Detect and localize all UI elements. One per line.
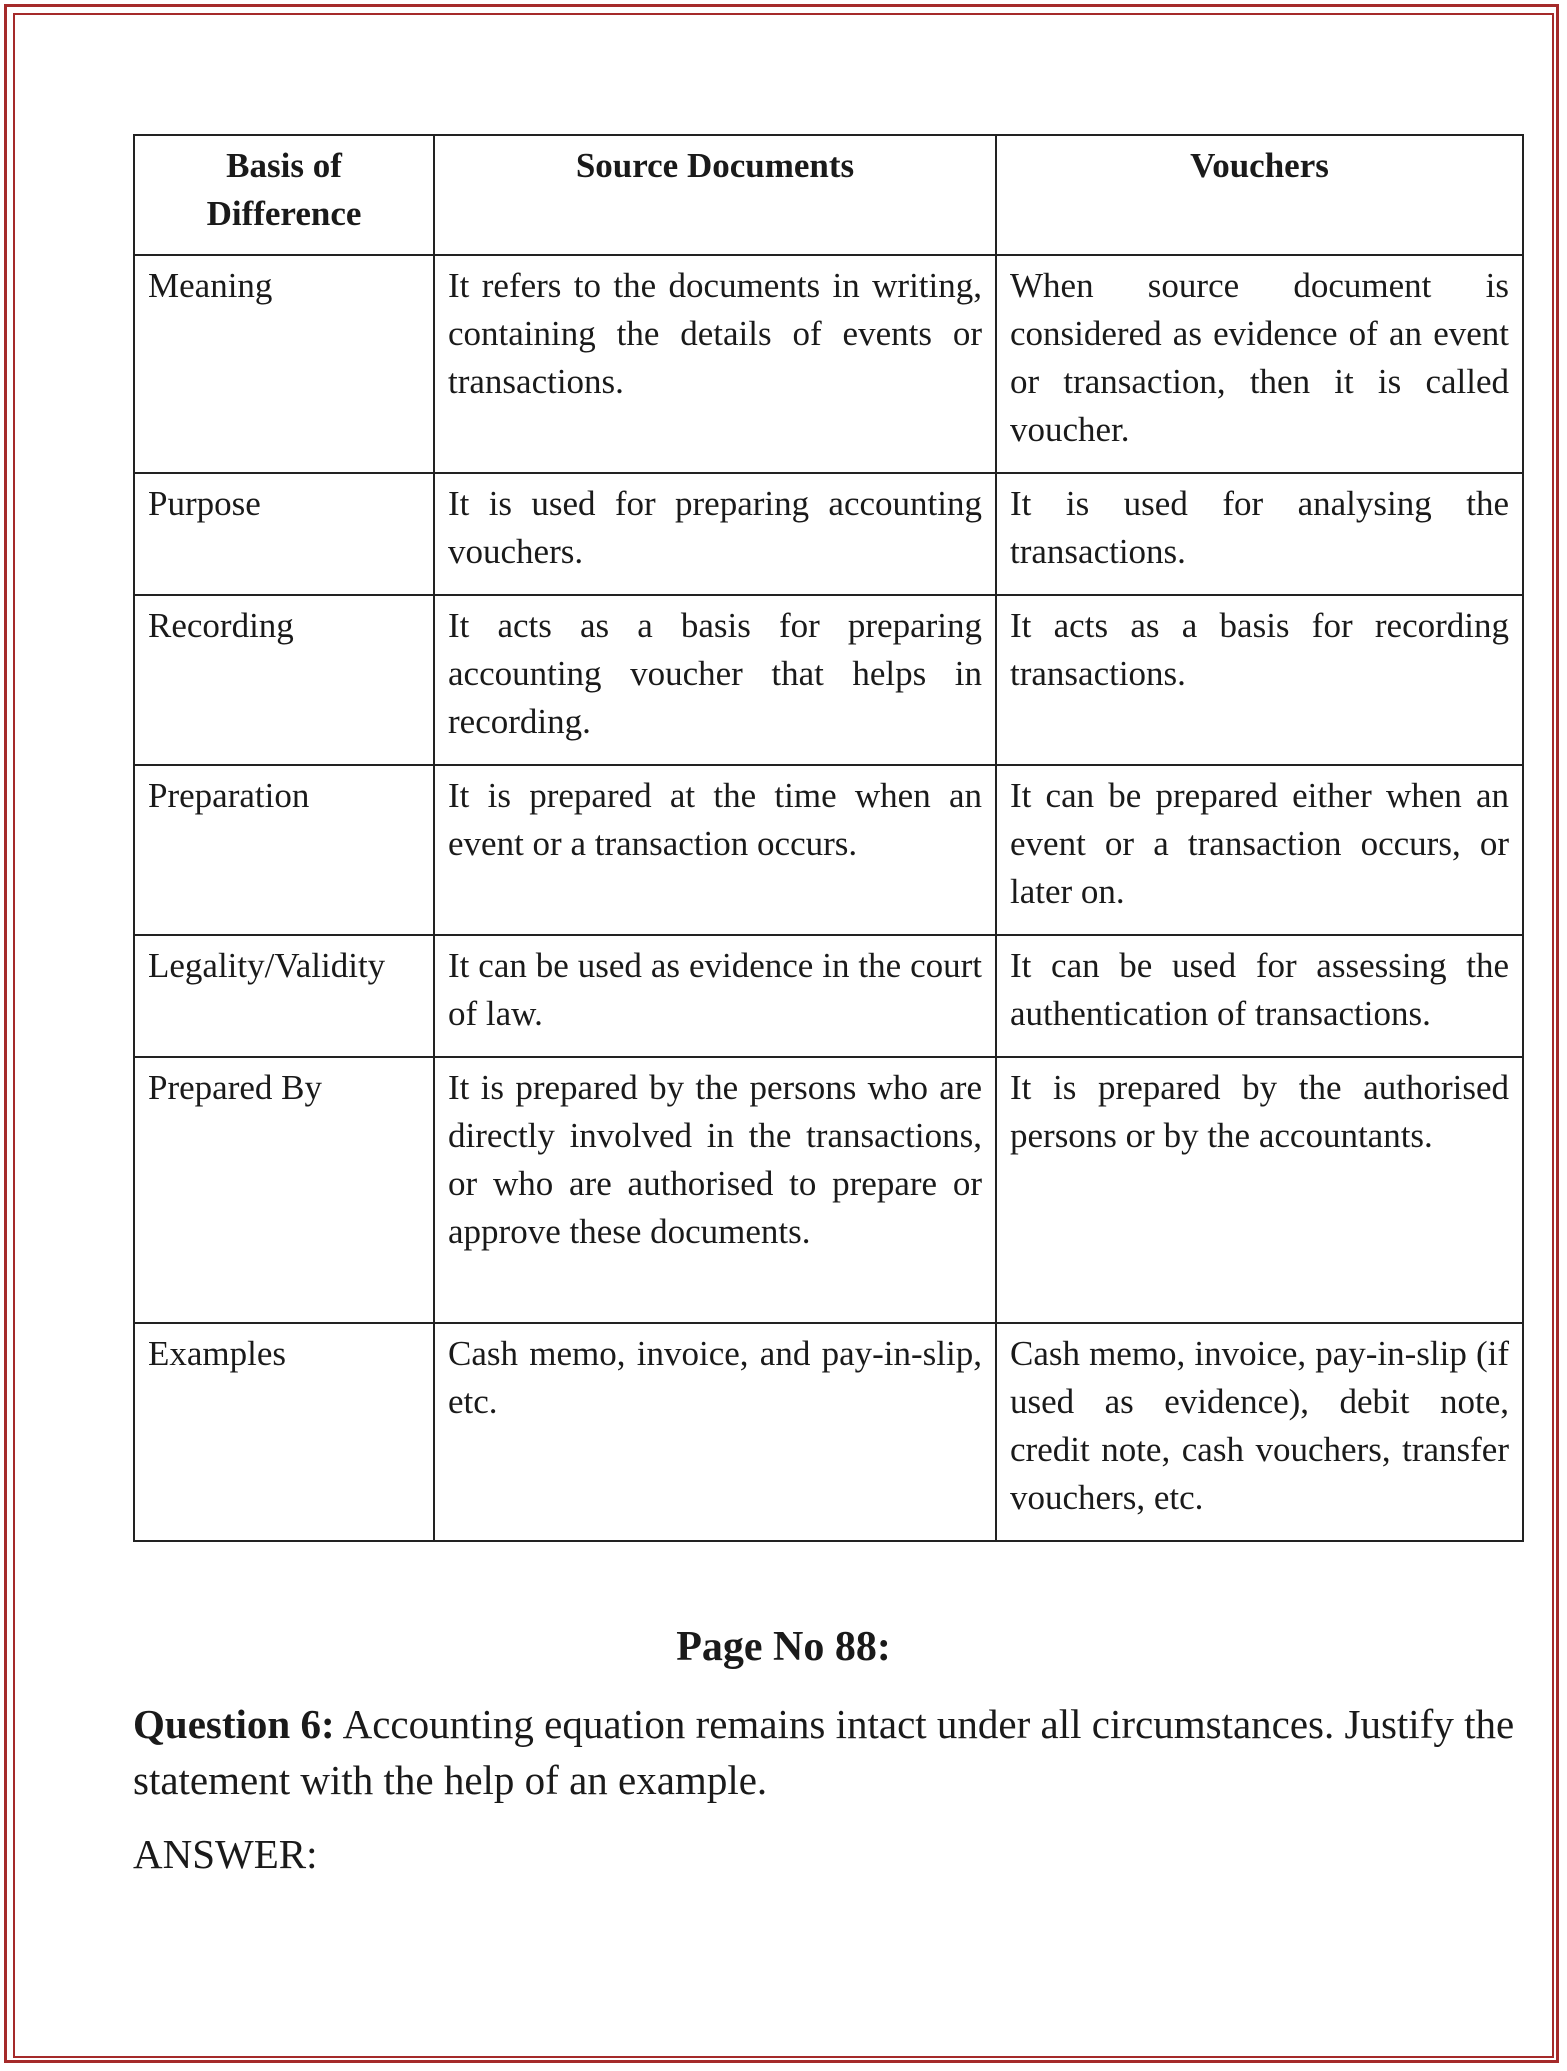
row-basis: Recording (134, 595, 434, 765)
header-basis: Basis of Difference (134, 135, 434, 255)
table-row (134, 595, 1523, 765)
answer-label: ANSWER: (133, 1831, 318, 1877)
header-source-documents: Source Documents (434, 135, 996, 255)
table-row (134, 255, 1523, 473)
table-row (134, 935, 1523, 1057)
row-source: Cash memo, invoice, and pay-in-slip, etc. (434, 1323, 996, 1541)
row-voucher: It can be used for assessing the authentication of transactions. (996, 935, 1523, 1057)
row-basis: Preparation (134, 765, 434, 935)
row-basis: Legality/Validity (134, 935, 434, 1057)
row-source: It can be used as evidence in the court of law. (434, 935, 996, 1057)
row-source: It is prepared by the persons who are directly involved in the transactions, or who are authorised to prepare or approve these documents. (434, 1057, 996, 1323)
row-basis: Purpose (134, 473, 434, 595)
row-voucher: It is prepared by the authorised persons or by the accountants. (996, 1057, 1523, 1323)
row-voucher: Cash memo, invoice, pay-in-slip (if used as evidence), debit note, credit note, cash vouchers, transfer vouchers, etc. (996, 1323, 1523, 1541)
row-basis: Prepared By (134, 1057, 434, 1323)
difference-table (133, 134, 1524, 1542)
row-source: It refers to the documents in writing, containing the details of events or transactions. (434, 255, 996, 473)
header-vouchers: Vouchers (996, 135, 1523, 255)
table-row (134, 1057, 1523, 1323)
row-source: It is prepared at the time when an event or a transaction occurs. (434, 765, 996, 935)
row-voucher: It can be prepared either when an event or a transaction occurs, or later on. (996, 765, 1523, 935)
row-voucher: It acts as a basis for recording transactions. (996, 595, 1523, 765)
question-text: Accounting equation remains intact under all circumstances. Justify the statement with the help of an example. (133, 1701, 1515, 1803)
row-voucher: When source document is considered as evidence of an event or transaction, then it is called voucher. (996, 255, 1523, 473)
question-block (133, 1696, 1533, 1808)
row-voucher: It is used for analysing the transactions. (996, 473, 1523, 595)
table-row (134, 765, 1523, 935)
table-row (134, 473, 1523, 595)
question-label: Question 6: (133, 1701, 335, 1747)
row-basis: Meaning (134, 255, 434, 473)
row-source: It is used for preparing accounting vouchers. (434, 473, 996, 595)
page-number-heading: Page No 88: (676, 1624, 891, 1670)
table-row (134, 1323, 1523, 1541)
row-basis: Examples (134, 1323, 434, 1541)
table-header-row (134, 135, 1523, 255)
row-source: It acts as a basis for preparing accounting voucher that helps in recording. (434, 595, 996, 765)
